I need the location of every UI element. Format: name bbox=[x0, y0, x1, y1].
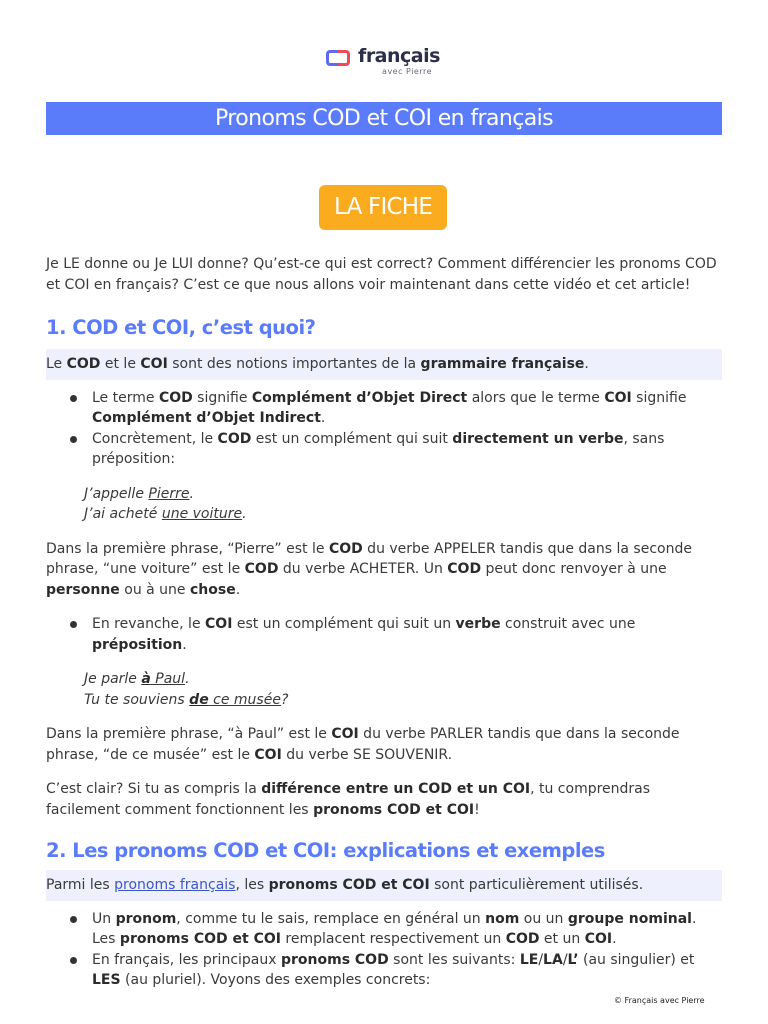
bullet-list bbox=[46, 909, 722, 991]
bullet-list bbox=[46, 388, 722, 470]
list-item: En revanche, le COI est un complément qui suit un verbe construit avec une préposition. bbox=[92, 614, 722, 655]
article-body bbox=[46, 254, 722, 1005]
list-item: Le terme COD signifie Complément d’Objet Direct alors que le terme COI signifie Complément d’Objet Indirect. bbox=[92, 388, 722, 429]
brand-logo bbox=[0, 45, 768, 81]
page-title: Pronoms COD et COI en français bbox=[46, 102, 722, 135]
example-cod: J’appelle Pierre. J’ai acheté une voiture. bbox=[84, 485, 247, 522]
list-item: Un pronom, comme tu le sais, remplace en général un nom ou un groupe nominal. Les pronoms COD et COI remplacent respectivement un COD et un COI. bbox=[92, 909, 722, 950]
bullet-list bbox=[46, 614, 722, 655]
pronoms-francais-link[interactable]: pronoms français bbox=[114, 877, 236, 893]
intro-paragraph: Je LE donne ou Je LUI donne? Qu’est-ce qui est correct? Comment différencier les pronoms COD et COI en français? C’est ce que nous allons voir maintenant dans cette vidéo et cet article! bbox=[46, 256, 717, 293]
section-2-heading: 2. Les pronoms COD et COI: explications et exemples bbox=[46, 839, 605, 862]
section-1-highlight: Le COD et le COI sont des notions importantes de la grammaire française. bbox=[46, 349, 722, 380]
logo-wordmark: français bbox=[358, 45, 440, 67]
list-item: En français, les principaux pronoms COD sont les suivants: LE/LA/L’ (au singulier) et LES (au pluriel). Voyons des exemples concrets: bbox=[92, 950, 722, 991]
logo-icon bbox=[326, 50, 352, 64]
section-2-highlight: Parmi les pronoms français, les pronoms COD et COI sont particulièrement utilisés. bbox=[46, 870, 722, 901]
paragraph: C’est clair? Si tu as compris la différence entre un COD et un COI, tu comprendras facilement comment fonctionnent les pronoms COD et COI! bbox=[46, 781, 651, 818]
paragraph: Dans la première phrase, “Pierre” est le COD du verbe APPELER tandis que dans la seconde phrase, “une voiture” est le COD du verbe ACHETER. Un COD peut donc renvoyer à une personne ou à une chose. bbox=[46, 540, 692, 598]
copyright-footer: © Français avec Pierre bbox=[614, 996, 705, 1005]
logo-subtitle: avec Pierre bbox=[382, 67, 433, 76]
list-item: Concrètement, le COD est un complément qui suit directement un verbe, sans préposition: bbox=[92, 429, 722, 470]
example-coi: Je parle à Paul. Tu te souviens de ce musée? bbox=[84, 671, 289, 708]
fiche-badge: LA FICHE bbox=[319, 185, 447, 230]
paragraph: Dans la première phrase, “à Paul” est le COI du verbe PARLER tandis que dans la seconde phrase, “de ce musée” est le COI du verbe SE SOUVENIR. bbox=[46, 726, 680, 763]
section-1-heading: 1. COD et COI, c’est quoi? bbox=[46, 316, 316, 339]
